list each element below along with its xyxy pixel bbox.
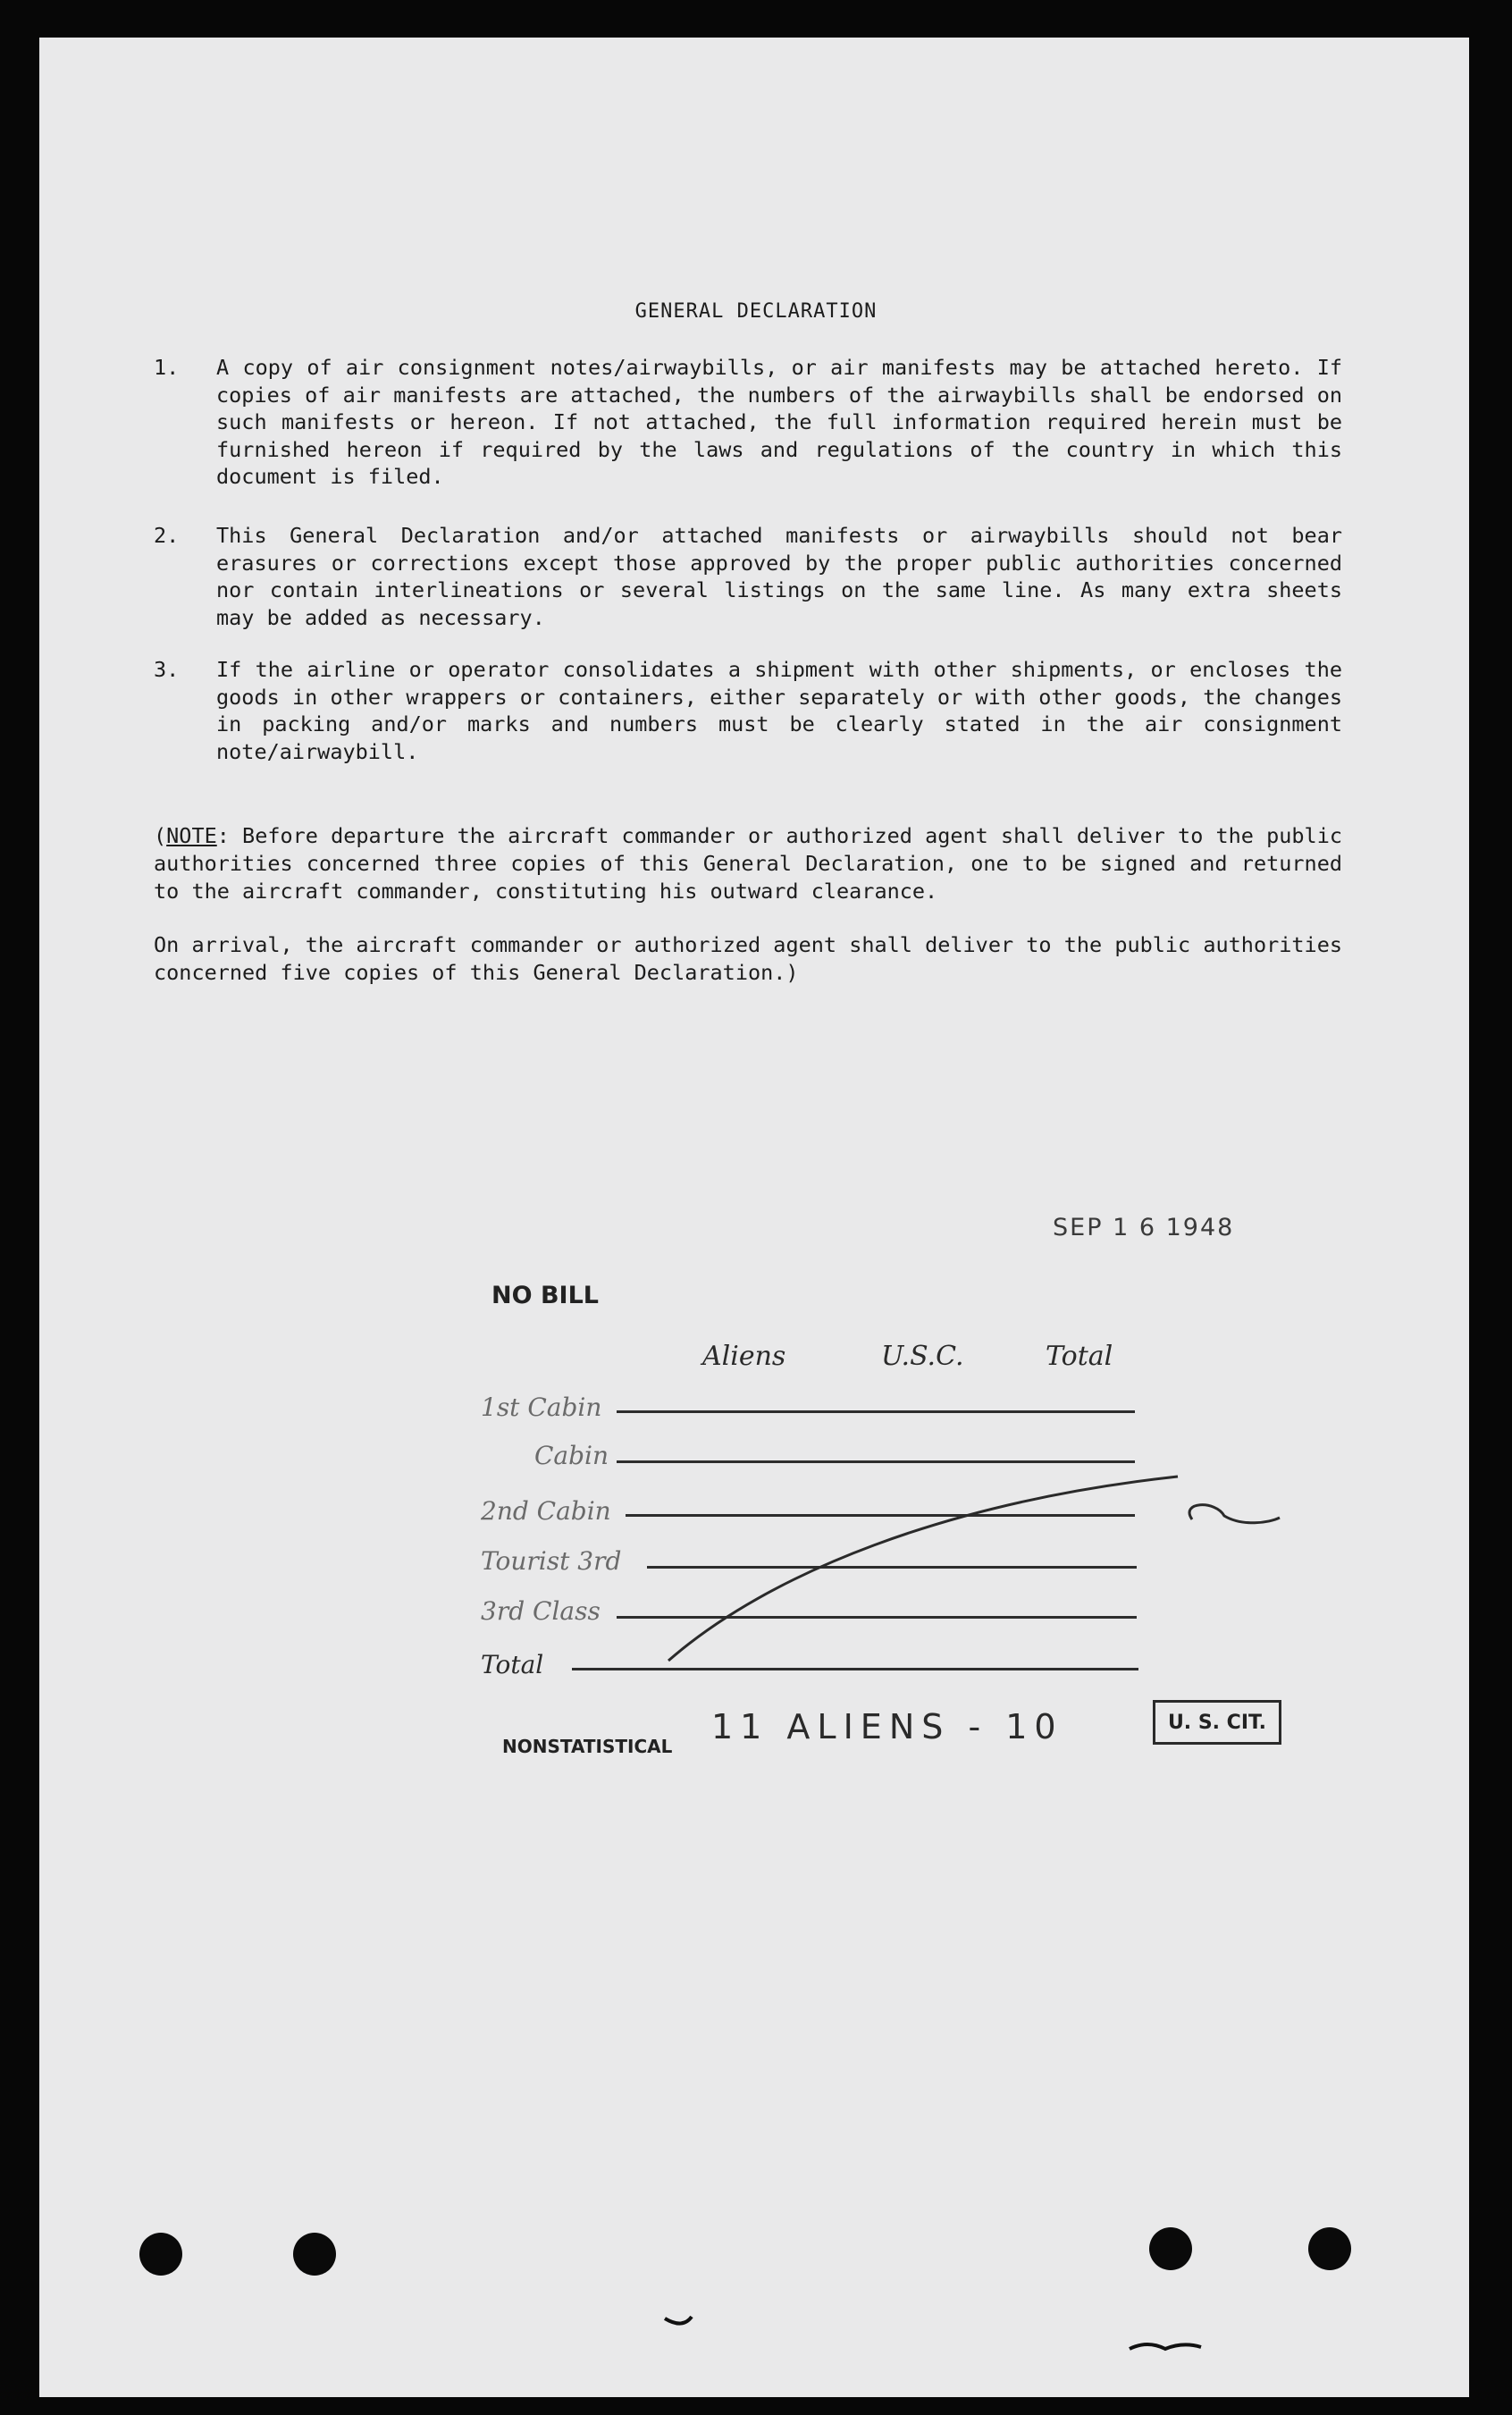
us-cit-stamp: U. S. CIT. — [1153, 1700, 1281, 1745]
handwritten-note: 11 ALIENS - 10 — [711, 1707, 1063, 1746]
item-number: 3. — [154, 657, 180, 682]
item-text: If the airline or operator consolidates a shipment with other shipments, or encloses the goods in other wrappers or containers, either separately or with other goods, the changes in packing and/or marks and numbers must be clearly stated in the air consignment note/airwaybill. — [216, 657, 1342, 764]
note-open: ( — [154, 823, 167, 848]
item-text: A copy of air consignment notes/airwaybills, or air manifests may be attached hereto. If copies of air manifests are attached, the numbers of the airwaybills shall be endorsed on such manifests or hereon. If not attached, the full information required herein must be furnished hereon if required by the laws and regulations of the country in which this document is filed. — [216, 355, 1342, 489]
row-label-cabin: Cabin — [534, 1441, 609, 1470]
pen-stroke — [668, 1477, 1178, 1661]
row-label-3rd-class: 3rd Class — [481, 1596, 601, 1626]
punch-hole — [139, 2233, 182, 2276]
punch-hole — [1308, 2227, 1351, 2270]
date-stamp: SEP 1 6 1948 — [1053, 1214, 1235, 1241]
nonstatistical-stamp: NONSTATISTICAL — [502, 1736, 673, 1757]
item-text: This General Declaration and/or attached manifests or airwaybills should not bear erasures or corrections except those approved by the proper public authorities concerned nor contain interlineations or several listings on the same line. As many extra sheets may be added as necessary. — [216, 523, 1342, 630]
column-header-total: Total — [1046, 1341, 1113, 1372]
punch-hole — [293, 2233, 336, 2276]
note-label: NOTE — [166, 823, 217, 848]
row-label-2nd-cabin: 2nd Cabin — [481, 1496, 611, 1526]
pen-squiggle — [1189, 1505, 1280, 1523]
ink-mark — [665, 2317, 692, 2324]
row-label-tourist-3rd: Tourist 3rd — [481, 1546, 622, 1576]
row-label-1st-cabin: 1st Cabin — [481, 1393, 602, 1422]
ink-mark — [1130, 2344, 1201, 2349]
column-header-usc: U.S.C. — [881, 1341, 964, 1372]
arrival-note: On arrival, the aircraft commander or authorized agent shall deliver to the public authorities concerned five copies of this General Declaration.) — [154, 932, 1342, 985]
item-number: 2. — [154, 523, 180, 548]
no-bill-stamp: NO BILL — [491, 1282, 599, 1309]
note-text: : Before departure the aircraft commander or authorized agent shall deliver to the public authorities concerned three copies of this General Declaration, one to be signed and returned to the aircraft commander, constituting his outward clearance. — [154, 823, 1342, 904]
column-header-aliens: Aliens — [702, 1341, 786, 1372]
row-label-total: Total — [481, 1650, 544, 1679]
item-number: 1. — [154, 355, 180, 380]
punch-hole — [1149, 2227, 1192, 2270]
document-heading: GENERAL DECLARATION — [634, 300, 878, 323]
